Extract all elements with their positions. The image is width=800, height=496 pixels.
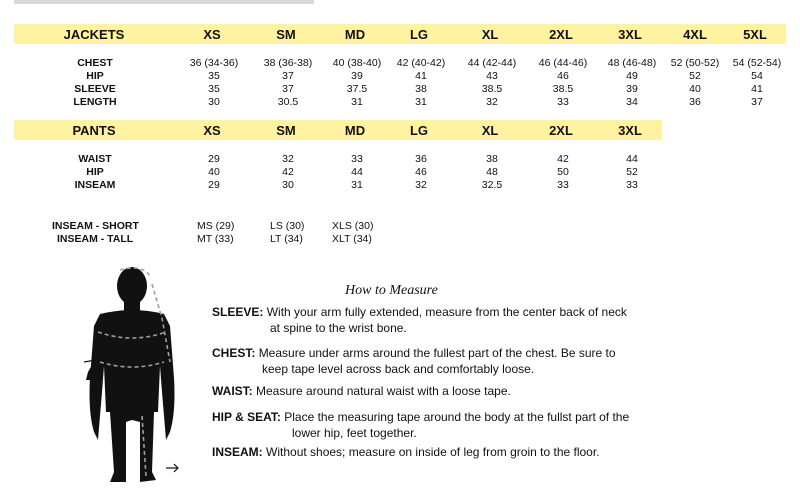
table-cell: XLS (30) <box>332 220 374 232</box>
table-cell: 42 <box>557 153 569 165</box>
jackets-header-label: JACKETS <box>63 27 125 42</box>
top-strip <box>14 0 314 4</box>
table-cell: MT (33) <box>197 233 234 245</box>
table-cell: 49 <box>626 70 638 82</box>
jackets-size-xs: XS <box>203 27 221 42</box>
table-cell: 54 (52-54) <box>732 57 782 69</box>
table-cell: 31 <box>351 96 363 108</box>
jackets-size-4xl: 4XL <box>683 27 707 42</box>
table-cell: 29 <box>208 179 220 191</box>
table-cell: 29 <box>208 153 220 165</box>
table-cell: LS (30) <box>270 220 305 232</box>
table-cell: 32 <box>282 153 294 165</box>
table-cell: 38.5 <box>552 83 574 95</box>
term-waist: WAIST: <box>212 384 253 398</box>
table-cell: LT (34) <box>270 233 303 245</box>
pants-header-label: PANTS <box>72 123 116 138</box>
table-cell: 33 <box>557 179 569 191</box>
table-cell: MS (29) <box>197 220 235 232</box>
table-cell: 32 <box>486 96 498 108</box>
table-cell: 33 <box>557 96 569 108</box>
table-cell: 46 (44-46) <box>538 57 588 69</box>
table-cell: 44 <box>351 166 363 178</box>
table-cell: 46 <box>415 166 427 178</box>
table-cell: 38 (36-38) <box>263 57 313 69</box>
row-label-hip: HIP <box>86 166 104 178</box>
jackets-size-5xl: 5XL <box>743 27 767 42</box>
jackets-size-2xl: 2XL <box>549 27 573 42</box>
table-cell: 37 <box>282 83 294 95</box>
jackets-size-3xl: 3XL <box>618 27 642 42</box>
table-cell: 39 <box>626 83 638 95</box>
inseam-short-row <box>0 220 400 233</box>
table-cell: 42 <box>282 166 294 178</box>
table-cell: 46 <box>557 70 569 82</box>
table-cell: 41 <box>751 83 763 95</box>
table-cell: 30 <box>282 179 294 191</box>
table-cell: 42 (40-42) <box>396 57 446 69</box>
table-cell: 38 <box>486 153 498 165</box>
row-label-sleeve: SLEEVE <box>74 83 116 95</box>
table-cell: 31 <box>415 96 427 108</box>
table-cell: 39 <box>351 70 363 82</box>
table-cell: 31 <box>351 179 363 191</box>
table-cell: 44 <box>626 153 638 165</box>
measure-sleeve <box>212 304 682 336</box>
measure-chest <box>212 345 682 377</box>
table-cell: 37 <box>282 70 294 82</box>
jackets-header-band <box>14 24 786 44</box>
row-label-chest: CHEST <box>77 57 113 69</box>
pants-size-xl: XL <box>481 123 499 138</box>
pants-size-xs: XS <box>203 123 221 138</box>
jackets-size-sm: SM <box>276 27 296 42</box>
table-cell: 33 <box>351 153 363 165</box>
table-cell: 44 (42-44) <box>467 57 517 69</box>
measure-hip-seat <box>212 409 682 441</box>
table-cell: 40 <box>689 83 701 95</box>
term-hip-seat: HIP & SEAT: <box>212 410 281 424</box>
jackets-size-md: MD <box>344 27 366 42</box>
pants-size-sm: SM <box>276 123 296 138</box>
pants-size-lg: LG <box>409 123 429 138</box>
term-sleeve: SLEEVE: <box>212 305 264 319</box>
desc-sleeve-line2: at spine to the wrist bone. <box>270 321 407 335</box>
table-cell: 34 <box>626 96 638 108</box>
body-silhouette-icon <box>70 262 190 486</box>
pants-header-band <box>14 120 662 140</box>
desc-waist-line1: Measure around natural waist with a loose tape. <box>256 384 511 398</box>
table-cell: 40 <box>208 166 220 178</box>
pants-size-md: MD <box>344 123 366 138</box>
desc-chest-line1: Measure under arms around the fullest part of the chest. Be sure to <box>258 346 616 360</box>
row-label-hip: HIP <box>86 70 104 82</box>
term-inseam: INSEAM: <box>212 445 263 459</box>
table-cell: 38.5 <box>481 83 503 95</box>
table-cell: 54 <box>751 70 763 82</box>
measure-waist <box>212 383 682 399</box>
desc-inseam-line1: Without shoes; measure on inside of leg from groin to the floor. <box>266 445 600 459</box>
table-cell: 32.5 <box>481 179 503 191</box>
jackets-size-xl: XL <box>481 27 499 42</box>
table-cell: 50 <box>557 166 569 178</box>
table-cell: 36 (34-36) <box>189 57 239 69</box>
table-cell: 48 <box>486 166 498 178</box>
inseam-tall-label: INSEAM - TALL <box>57 233 134 245</box>
measure-inseam <box>212 444 682 460</box>
table-cell: 35 <box>208 83 220 95</box>
table-cell: 37 <box>751 96 763 108</box>
table-cell: 36 <box>415 153 427 165</box>
pants-size-2xl: 2XL <box>549 123 573 138</box>
table-cell: 32 <box>415 179 427 191</box>
desc-chest-line2: keep tape level across back and comfortably loose. <box>262 362 535 376</box>
table-cell: 36 <box>689 96 701 108</box>
row-label-waist: WAIST <box>78 153 112 165</box>
jackets-size-lg: LG <box>409 27 429 42</box>
table-cell: 35 <box>208 70 220 82</box>
table-cell: 41 <box>415 70 427 82</box>
desc-sleeve-line1: With your arm fully extended, measure from the center back of neck <box>266 305 627 319</box>
table-cell: XLT (34) <box>332 233 372 245</box>
table-cell: 40 (38-40) <box>332 57 382 69</box>
inseam-tall-row <box>0 233 400 246</box>
desc-hip-line1: Place the measuring tape around the body at the fullst part of the <box>284 410 630 424</box>
table-cell: 43 <box>486 70 498 82</box>
row-label-length: LENGTH <box>73 96 117 108</box>
table-cell: 52 <box>626 166 638 178</box>
table-cell: 30.5 <box>277 96 299 108</box>
inseam-short-label: INSEAM - SHORT <box>52 220 139 232</box>
table-cell: 52 <box>689 70 701 82</box>
table-cell: 33 <box>626 179 638 191</box>
table-cell: 30 <box>208 96 220 108</box>
row-label-inseam: INSEAM <box>74 179 116 191</box>
term-chest: CHEST: <box>212 346 256 360</box>
pants-size-3xl: 3XL <box>618 123 642 138</box>
table-cell: 38 <box>415 83 427 95</box>
desc-hip-line2: lower hip, feet together. <box>292 426 417 440</box>
how-to-measure-title: How to Measure <box>345 283 438 298</box>
table-cell: 52 (50-52) <box>670 57 720 69</box>
table-cell: 48 (46-48) <box>607 57 657 69</box>
table-cell: 37.5 <box>346 83 368 95</box>
